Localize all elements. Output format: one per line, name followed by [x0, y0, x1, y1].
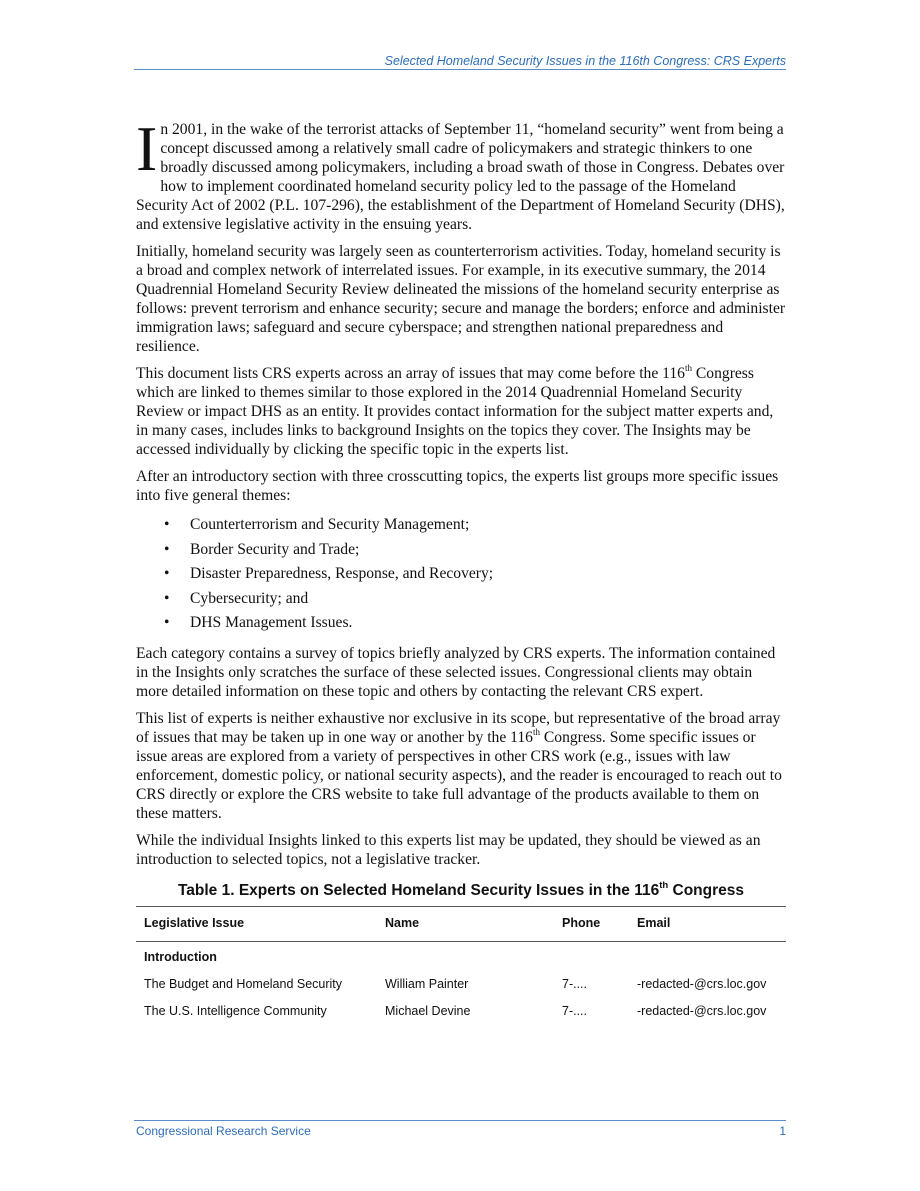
list-item: • Border Security and Trade; — [136, 538, 786, 563]
paragraph-7: While the individual Insights linked to this experts list may be updated, they should be viewed as an introduction to selected topics, not a legislative tracker. — [136, 831, 761, 868]
column-header: Name — [377, 906, 554, 941]
table-row — [136, 998, 786, 1025]
list-item: • Counterterrorism and Security Management; — [136, 513, 786, 538]
intro-paragraph — [136, 113, 786, 234]
bullet-icon: • — [164, 614, 170, 632]
paragraph-3: This document lists CRS experts across an array of issues that may come before the 116th Congress which are linked to themes similar to those explored in the 2014 Quadrennial Homeland Security Review or impact DHS as an entity. It provides contact information for the subject matter experts and, in many cases, includes links to background Insights on the topics they cover. The Insights may be accessed individually by clicking the specific topic in the experts list. — [136, 362, 774, 458]
bullet-icon: • — [164, 540, 170, 558]
issue-link[interactable]: The Budget and Homeland Security — [144, 976, 343, 991]
expert-name: Michael Devine — [385, 1003, 471, 1018]
drop-cap: I — [136, 113, 158, 184]
themes-list — [136, 513, 786, 636]
expert-name: William Painter — [385, 976, 469, 991]
list-item: • Disaster Preparedness, Response, and Recovery; — [136, 562, 786, 587]
footer-organization: Congressional Research Service — [136, 1124, 311, 1138]
paragraph-6: This list of experts is neither exhaustive nor exclusive in its scope, but representative of the broad array of issues that may be taken up in one way or another by the 116th Congress. Some specific issues or issue areas are explored from a variety of perspectives in other CRS work (e.g., issues with law enforcement, domestic policy, or national security aspects), and the reader is encouraged to reach out to CRS directly or explore the CRS website to take full advantage of the products available to them on these matters. — [136, 709, 782, 822]
page-header — [134, 52, 786, 70]
expert-phone: 7-.... — [562, 976, 588, 991]
header-title: Selected Homeland Security Issues in the 116th Congress: CRS Experts — [384, 54, 786, 68]
table-section-row — [136, 941, 786, 971]
bullet-icon: • — [164, 565, 170, 583]
column-header: Legislative Issue — [136, 906, 377, 941]
column-header: Phone — [554, 906, 629, 941]
table-header-row — [136, 906, 786, 941]
bullet-icon: • — [164, 516, 170, 533]
section-label: Introduction — [144, 949, 217, 964]
list-item: • Cybersecurity; and — [136, 587, 786, 612]
page-footer — [134, 1120, 786, 1138]
paragraph-2: Initially, homeland security was largely seen as counterterrorism activities. Today, homeland security is a broad and complex network of interrelated issues. For example, in its executive summary, the 2014 Quadrennial Homeland Security Review delineated the missions of the homeland security enterprise as follows: prevent terrorism and enhance security; secure and manage the borders; enforce and administer immigration laws; safeguard and secure cyberspace; and strengthen national preparedness and resilience. — [136, 243, 786, 355]
intro-text: n 2001, in the wake of the terrorist attacks of September 11, “homeland security” went from being a concept discussed among a relatively small cadre of policymakers and strategic thinkers to one broadly discussed among policymakers, including a broad swath of those in Congress. Debates over how to implement coordinated homeland security policy led to the passage of the Homeland Security Act of 2002 (P.L. 107-296), the establishment of the Department of Homeland Security (DHS), and extensive legislative activity in the ensuing years. — [136, 121, 785, 233]
paragraph-5: Each category contains a survey of topics briefly analyzed by CRS experts. The information contained in the Insights only scratches the surface of these selected issues. Congressional clients may obtain more detailed information on these topic and others by contacting the relevant CRS expert. — [136, 644, 776, 700]
document-body — [136, 113, 786, 1025]
expert-phone: 7-.... — [562, 1003, 588, 1018]
table-title: Table 1. Experts on Selected Homeland Security Issues in the 116th Congress — [177, 879, 745, 899]
expert-email[interactable]: -redacted-@crs.loc.gov — [637, 976, 767, 991]
table-row — [136, 971, 786, 998]
list-item: • DHS Management Issues. — [136, 611, 786, 636]
page-number: 1 — [779, 1124, 786, 1138]
issue-link[interactable]: The U.S. Intelligence Community — [144, 1003, 327, 1018]
paragraph-4: After an introductory section with three crosscutting topics, the experts list groups more specific issues into five general themes: — [136, 468, 779, 504]
experts-table — [136, 906, 786, 1025]
bullet-icon: • — [164, 589, 170, 607]
column-header: Email — [629, 906, 786, 941]
expert-email[interactable]: -redacted-@crs.loc.gov — [637, 1003, 767, 1018]
